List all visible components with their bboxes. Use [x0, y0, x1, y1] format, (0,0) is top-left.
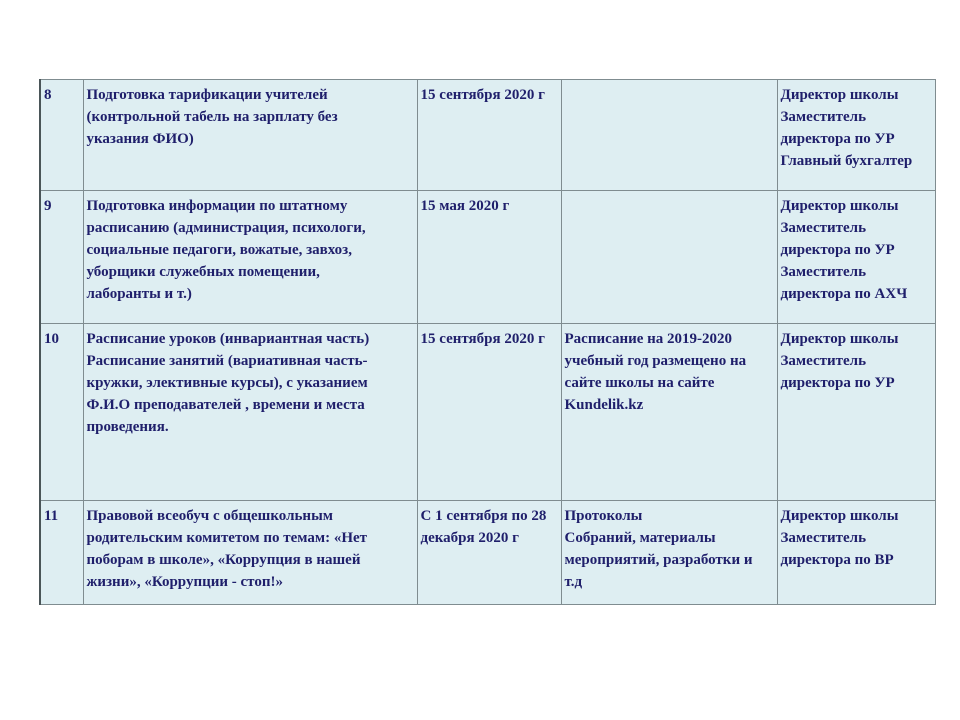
- task-cell: [83, 501, 417, 605]
- responsible-line: Заместитель: [780, 220, 867, 236]
- task-line: расписанию (администрация, психологи,: [86, 220, 366, 236]
- responsible-line: Директор школы: [780, 198, 899, 214]
- responsible-line: директора по УР: [780, 131, 895, 147]
- row-number: 11: [44, 508, 59, 524]
- deadline-line: 15 сентября 2020 г: [420, 87, 545, 103]
- responsible-line: Директор школы: [780, 87, 899, 103]
- responsible-line: Заместитель: [780, 109, 867, 125]
- responsible-cell: [777, 191, 935, 324]
- responsible-line: Директор школы: [780, 331, 899, 347]
- row-number: 10: [44, 331, 59, 347]
- task-line: уборщики служебных помещении,: [86, 264, 320, 280]
- result-cell: [561, 324, 777, 501]
- result-line: Протоколы: [564, 508, 643, 524]
- plan-table-container: [39, 79, 934, 605]
- row-number-cell: [40, 191, 83, 324]
- responsible-line: Заместитель: [780, 264, 867, 280]
- table-row: [40, 191, 935, 324]
- task-line: указания ФИО): [86, 131, 194, 147]
- task-cell: [83, 324, 417, 501]
- responsible-line: директора по ВР: [780, 552, 894, 568]
- table-row: [40, 80, 935, 191]
- task-line: Расписание занятий (вариативная часть-: [86, 353, 368, 369]
- responsible-cell: [777, 324, 935, 501]
- table-row: [40, 501, 935, 605]
- result-cell: [561, 501, 777, 605]
- task-line: Правовой всеобуч с общешкольным: [86, 508, 334, 524]
- row-number-cell: [40, 324, 83, 501]
- task-line: поборам в школе», «Коррупция в нашей: [86, 552, 361, 568]
- table-row: [40, 324, 935, 501]
- result-line: мероприятий, разработки и: [564, 552, 753, 568]
- deadline-line: 15 мая 2020 г: [420, 198, 510, 214]
- task-line: социальные педагоги, вожатые, завхоз,: [86, 242, 352, 258]
- deadline-line: С 1 сентября по 28: [420, 508, 547, 524]
- result-line: Расписание на 2019-2020: [564, 331, 733, 347]
- responsible-line: Главный бухгалтер: [780, 153, 913, 169]
- deadline-cell: [417, 501, 561, 605]
- deadline-line: декабря 2020 г: [420, 530, 519, 546]
- row-number: 9: [44, 198, 52, 214]
- responsible-cell: [777, 501, 935, 605]
- result-cell: [561, 80, 777, 191]
- result-cell: [561, 191, 777, 324]
- result-line: сайте школы на сайте: [564, 375, 715, 391]
- task-cell: [83, 80, 417, 191]
- plan-table: [39, 79, 936, 605]
- task-line: Подготовка тарификации учителей: [86, 87, 328, 103]
- responsible-line: Директор школы: [780, 508, 899, 524]
- task-line: кружки, элективные курсы), с указанием: [86, 375, 368, 391]
- task-line: (контрольной табель на зарплату без: [86, 109, 338, 125]
- task-cell: [83, 191, 417, 324]
- row-number-cell: [40, 80, 83, 191]
- deadline-cell: [417, 80, 561, 191]
- task-line: Ф.И.О преподавателей , времени и места: [86, 397, 365, 413]
- task-line: жизни», «Коррупции - стоп!»: [86, 574, 283, 590]
- responsible-line: директора по УР: [780, 375, 895, 391]
- result-line: учебный год размещено на: [564, 353, 747, 369]
- task-line: Расписание уроков (инвариантная часть): [86, 331, 370, 347]
- responsible-line: директора по АХЧ: [780, 286, 908, 302]
- task-line: проведения.: [86, 419, 169, 435]
- task-line: Подготовка информации по штатному: [86, 198, 348, 214]
- deadline-cell: [417, 191, 561, 324]
- result-line: Kundelik.kz: [564, 397, 644, 413]
- task-line: лаборанты и т.): [86, 286, 192, 302]
- responsible-line: директора по УР: [780, 242, 895, 258]
- result-line: т.д: [564, 574, 583, 590]
- responsible-line: Заместитель: [780, 530, 867, 546]
- deadline-line: 15 сентября 2020 г: [420, 331, 545, 347]
- task-line: родительским комитетом по темам: «Нет: [86, 530, 368, 546]
- responsible-cell: [777, 80, 935, 191]
- row-number-cell: [40, 501, 83, 605]
- responsible-line: Заместитель: [780, 353, 867, 369]
- row-number: 8: [44, 87, 52, 103]
- deadline-cell: [417, 324, 561, 501]
- result-line: Собраний, материалы: [564, 530, 716, 546]
